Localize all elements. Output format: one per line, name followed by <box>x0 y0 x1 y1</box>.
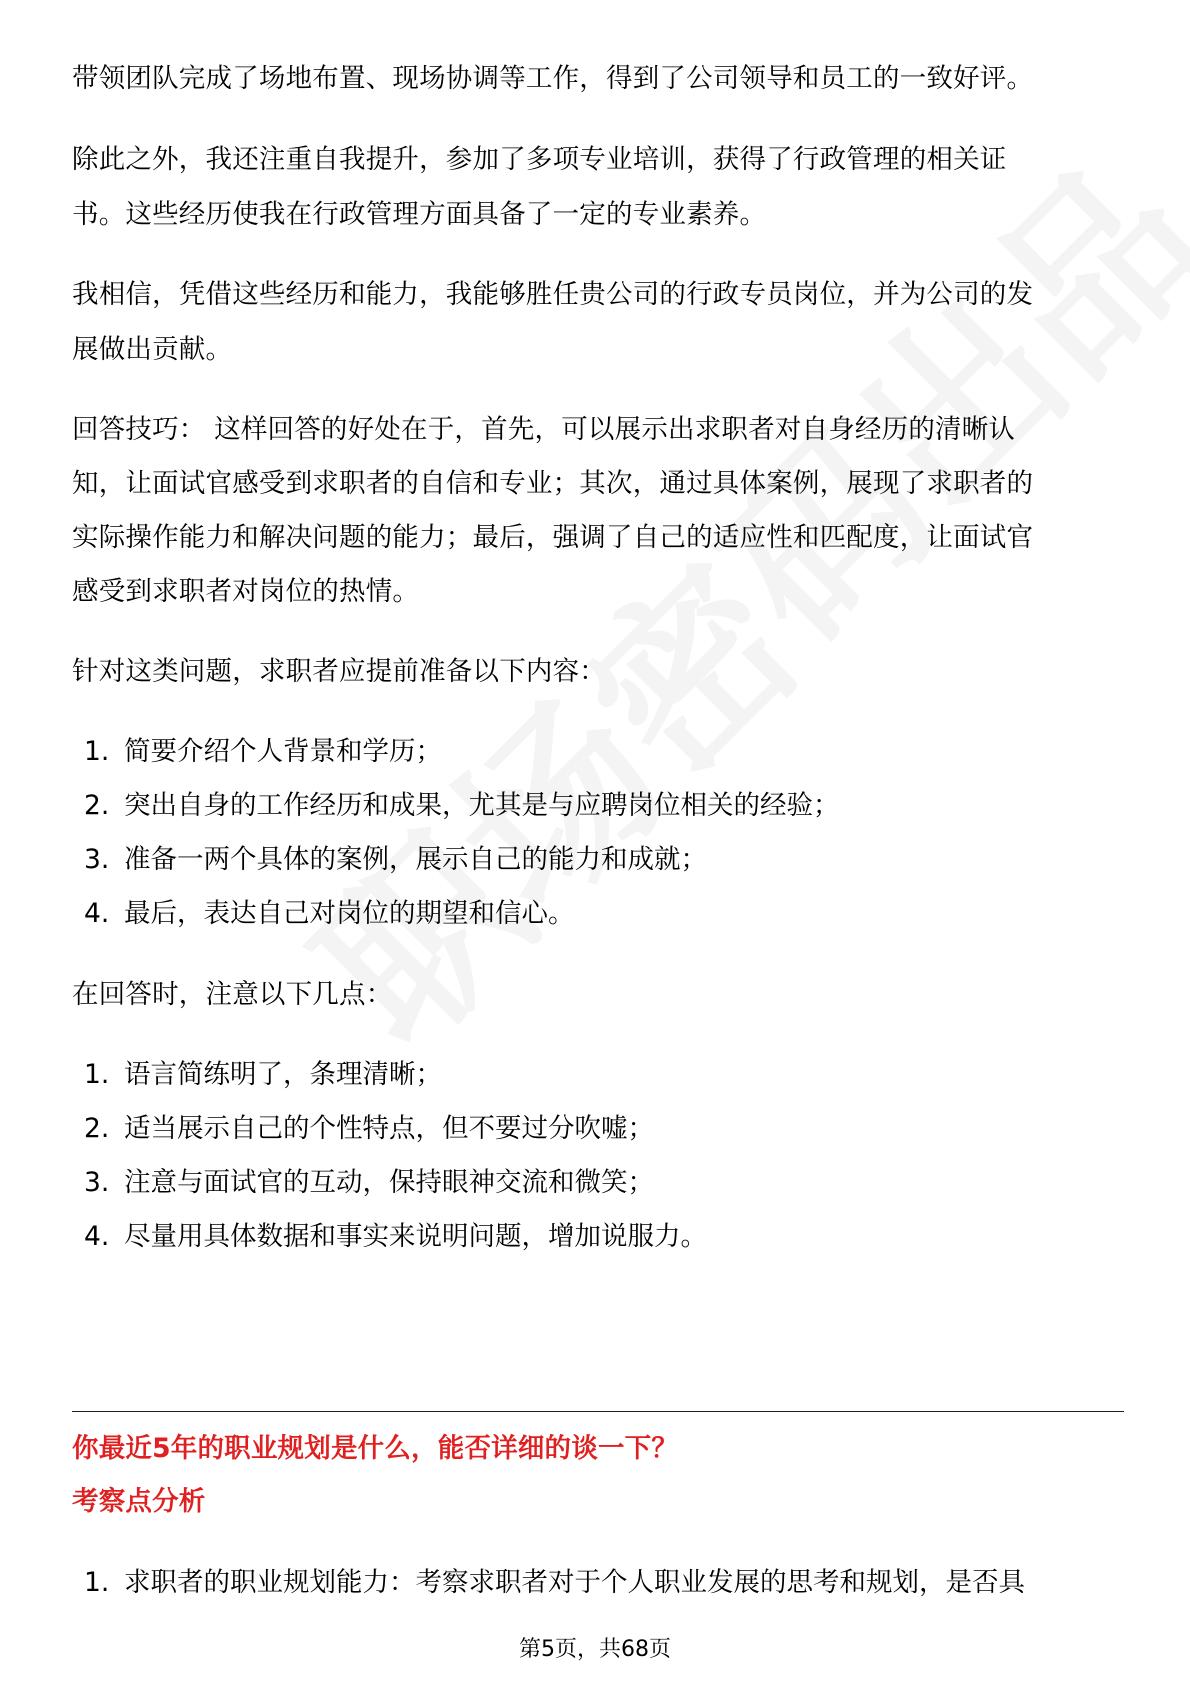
list-text: 适当展示自己的个性特点，但不要过分吹嘘； <box>124 1113 654 1144</box>
paragraph-line: 针对这类问题，求职者应提前准备以下内容： <box>72 656 606 687</box>
list-number: 4. <box>84 898 110 929</box>
list-item <box>84 885 575 943</box>
analysis-heading: 考察点分析 <box>72 1486 206 1517</box>
section-divider <box>72 1411 1124 1412</box>
list-text: 尽量用具体数据和事实来说明问题，增加说服力。 <box>124 1221 707 1252</box>
list-item <box>84 777 840 835</box>
list-number: 3. <box>84 1167 110 1198</box>
list-text: 最后，表达自己对岗位的期望和信心。 <box>124 898 575 929</box>
list-item <box>84 831 707 889</box>
answer-tip-line: 知，让面试官感受到求职者的自信和专业；其次，通过具体案例，展现了求职者的 <box>72 468 1034 499</box>
paragraph-line: 在回答时，注意以下几点： <box>72 979 393 1010</box>
list-item <box>84 1154 654 1212</box>
list-text: 准备一两个具体的案例，展示自己的能力和成就； <box>124 844 707 875</box>
question-title: 你最近5年的职业规划是什么，能否详细的谈一下？ <box>72 1433 679 1464</box>
paragraph-line: 带领团队完成了场地布置、现场协调等工作，得到了公司领导和员工的一致好评。 <box>72 63 1034 94</box>
list-number: 4. <box>84 1221 110 1252</box>
page-footer: 第5页，共68页 <box>519 1637 671 1662</box>
paragraph-line: 展做出贡献。 <box>72 334 233 365</box>
paragraph-line: 我相信，凭借这些经历和能力，我能够胜任贵公司的行政专员岗位，并为公司的发 <box>72 279 1034 310</box>
list-number: 1. <box>84 1567 110 1598</box>
list-item <box>84 1208 707 1266</box>
answer-tip-line: 感受到求职者对岗位的热情。 <box>72 576 420 607</box>
list-number: 3. <box>84 844 110 875</box>
list-number: 1. <box>84 1059 110 1090</box>
list-text: 简要介绍个人背景和学历； <box>124 736 442 767</box>
list-item <box>84 1100 654 1158</box>
answer-tip-line: 实际操作能力和解决问题的能力；最后，强调了自己的适应性和匹配度，让面试官 <box>72 522 1034 553</box>
list-number: 2. <box>84 1113 110 1144</box>
list-text: 突出自身的工作经历和成果，尤其是与应聘岗位相关的经验； <box>124 790 840 821</box>
list-text: 语言简练明了，条理清晰； <box>124 1059 442 1090</box>
answer-tip-line: 回答技巧： 这样回答的好处在于，首先，可以展示出求职者对自身经历的清晰认 <box>72 414 1016 445</box>
list-number: 1. <box>84 736 110 767</box>
paragraph-line: 除此之外，我还注重自我提升，参加了多项专业培训，获得了行政管理的相关证 <box>72 144 1007 175</box>
list-text: 求职者的职业规划能力：考察求职者对于个人职业发展的思考和规划，是否具 <box>124 1567 1025 1598</box>
list-text: 注意与面试官的互动，保持眼神交流和微笑； <box>124 1167 654 1198</box>
list-item <box>84 723 442 781</box>
paragraph-line: 书。这些经历使我在行政管理方面具备了一定的专业素养。 <box>72 199 767 230</box>
list-item <box>84 1554 1025 1612</box>
list-number: 2. <box>84 790 110 821</box>
list-item <box>84 1046 442 1104</box>
